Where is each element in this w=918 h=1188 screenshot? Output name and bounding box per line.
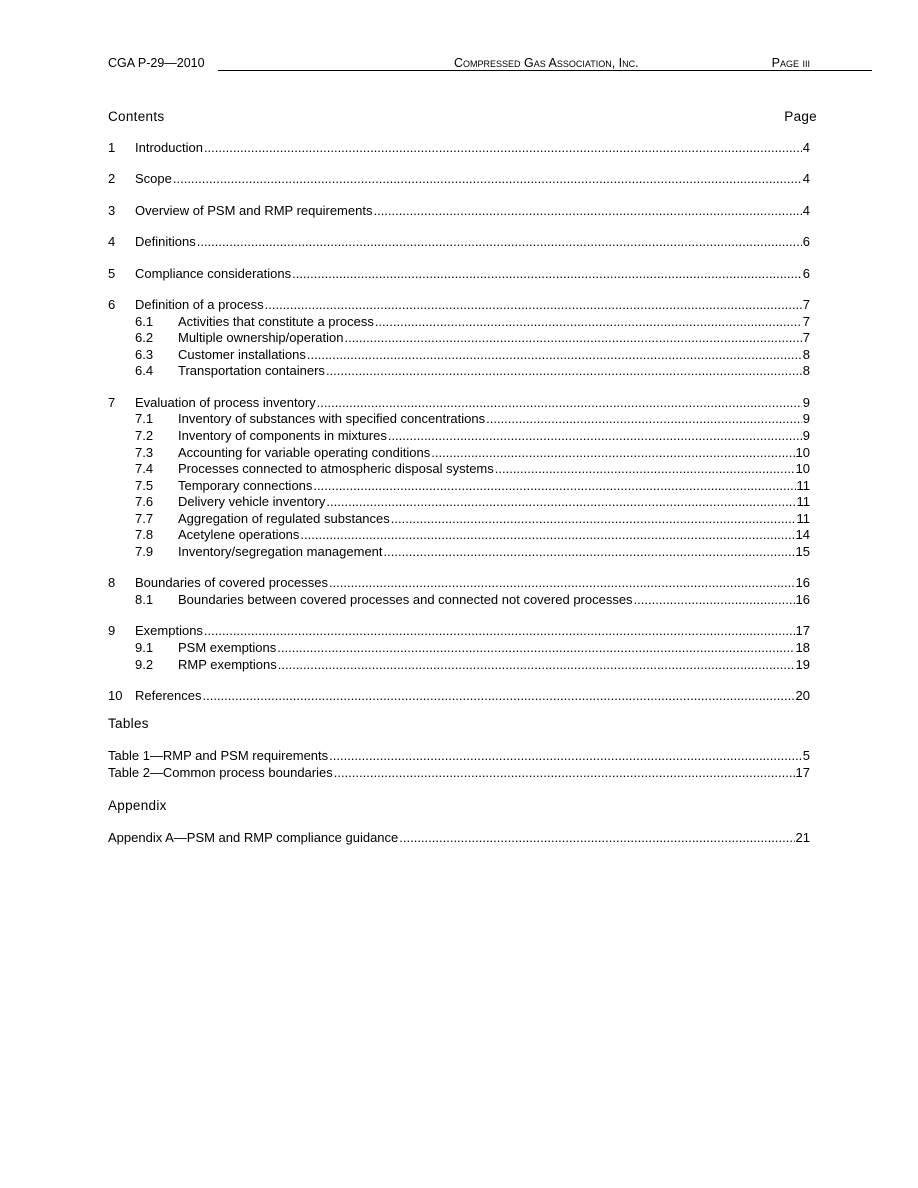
entry-title: Inventory of substances with specified concentrations	[178, 411, 486, 427]
section-spacer	[108, 380, 810, 395]
entry-title: Appendix A—PSM and RMP compliance guidance	[108, 830, 399, 845]
page-number: Page iii	[771, 56, 810, 70]
toc-subsection-entry[interactable]	[108, 640, 810, 657]
section-spacer	[108, 609, 810, 624]
entry-page: 9	[802, 427, 810, 443]
dot-leader	[326, 363, 802, 380]
entry-page: 7	[802, 296, 810, 312]
dot-leader	[292, 266, 802, 283]
toc-subsection-entry[interactable]	[108, 428, 810, 445]
entry-number: 1	[108, 140, 116, 155]
table-of-contents	[108, 140, 810, 705]
appendix-heading: Appendix	[108, 798, 167, 813]
entry-title: Compliance considerations	[135, 265, 292, 281]
section-spacer	[108, 282, 810, 297]
entry-page: 7	[802, 330, 810, 346]
entry-number: 6.4	[135, 363, 154, 379]
entry-title: Inventory of components in mixtures	[178, 427, 387, 443]
entry-number: 7.7	[135, 510, 154, 526]
entry-title: Customer installations	[178, 346, 306, 362]
dot-leader	[329, 748, 802, 765]
entry-title: Evaluation of process inventory	[135, 394, 316, 410]
section-spacer	[108, 673, 810, 688]
entry-number: 7.9	[135, 544, 154, 560]
dot-leader	[313, 478, 795, 495]
dot-leader	[634, 592, 795, 609]
toc-section-entry[interactable]	[108, 297, 810, 314]
header-rule	[218, 70, 454, 71]
publisher-name: Compressed Gas Association, Inc.	[454, 56, 639, 70]
entry-page: 4	[802, 202, 810, 218]
dot-leader	[307, 347, 802, 364]
dot-leader	[375, 314, 802, 331]
entry-number: 8.1	[135, 592, 154, 608]
entry-number: 7.6	[135, 494, 154, 510]
entry-title: Activities that constitute a process	[178, 313, 374, 329]
dot-leader	[486, 411, 802, 428]
entry-title: Scope	[135, 171, 172, 187]
document-id: CGA P-29—2010	[108, 56, 205, 70]
entry-number: 2	[108, 171, 116, 187]
entry-page: 18	[795, 640, 810, 656]
toc-section-entry[interactable]	[108, 234, 810, 251]
toc-subsection-entry[interactable]	[108, 363, 810, 380]
dot-leader	[197, 234, 802, 251]
entry-title: Temporary connections	[178, 477, 313, 493]
list-of-appendices	[108, 830, 810, 847]
entry-page: 16	[795, 592, 810, 608]
dot-leader	[202, 688, 794, 705]
toc-subsection-entry[interactable]	[108, 544, 810, 561]
entry-page: 9	[802, 394, 810, 410]
dot-leader	[204, 623, 795, 640]
entry-number: 4	[108, 234, 116, 250]
header-rule	[454, 70, 680, 71]
dot-leader	[265, 297, 802, 314]
entry-title: Accounting for variable operating conditions	[178, 444, 431, 460]
entry-page: 10	[795, 444, 810, 460]
section-spacer	[108, 219, 810, 234]
entry-title: Definitions	[135, 234, 196, 250]
dot-leader	[300, 527, 794, 544]
toc-subsection-entry[interactable]	[108, 461, 810, 478]
list-of-tables	[108, 748, 810, 781]
toc-subsection-entry[interactable]	[108, 314, 810, 331]
dot-leader	[344, 330, 801, 347]
entry-number: 3	[108, 202, 116, 218]
entry-title: Acetylene operations	[178, 527, 300, 543]
entry-page: 6	[802, 265, 810, 281]
entry-title: Table 2—Common process boundaries	[108, 764, 333, 780]
toc-subsection-entry[interactable]	[108, 494, 810, 511]
entry-title: Multiple ownership/operation	[178, 330, 344, 346]
toc-subsection-entry[interactable]	[108, 592, 810, 609]
entry-number: 10	[108, 688, 123, 704]
entry-page: 14	[795, 527, 810, 543]
entry-page: 20	[795, 688, 810, 704]
page-header	[108, 56, 810, 74]
entry-title: Overview of PSM and RMP requirements	[135, 202, 373, 218]
dot-leader	[399, 830, 794, 847]
section-spacer	[108, 251, 810, 266]
entry-page: 11	[796, 494, 810, 510]
entry-page: 17	[795, 623, 810, 639]
entry-title: Inventory/segregation management	[178, 544, 383, 560]
entry-number: 5	[108, 265, 116, 281]
toc-section-entry[interactable]	[108, 171, 810, 188]
toc-section-entry[interactable]	[108, 266, 810, 283]
entry-page: 8	[802, 363, 810, 379]
dot-leader	[317, 395, 802, 412]
entry-page: 5	[802, 748, 810, 763]
dot-leader	[204, 140, 802, 157]
entry-page: 6	[802, 234, 810, 250]
entry-title: References	[135, 688, 202, 704]
entry-page: 11	[796, 510, 810, 526]
entry-page: 9	[802, 411, 810, 427]
entry-page: 21	[795, 830, 810, 845]
entry-number: 9.2	[135, 656, 154, 672]
entry-page: 4	[802, 140, 810, 155]
entry-number: 7.5	[135, 477, 154, 493]
entry-title: Boundaries between covered processes and connected not covered processes	[178, 592, 633, 608]
entry-page: 19	[795, 656, 810, 672]
entry-number: 6.3	[135, 346, 154, 362]
contents-heading: Contents	[108, 109, 165, 124]
table-entry[interactable]	[108, 765, 810, 782]
dot-leader	[334, 765, 795, 782]
dot-leader	[431, 445, 794, 462]
entry-title: Table 1—RMP and PSM requirements	[108, 748, 329, 763]
entry-number: 6	[108, 296, 116, 312]
toc-section-entry[interactable]	[108, 623, 810, 640]
entry-number: 7.3	[135, 444, 154, 460]
dot-leader	[329, 575, 795, 592]
dot-leader	[388, 428, 802, 445]
entry-title: Introduction	[135, 140, 203, 155]
entry-number: 6.1	[135, 313, 154, 329]
entry-title: RMP exemptions	[178, 656, 277, 672]
toc-subsection-entry[interactable]	[108, 347, 810, 364]
dot-leader	[384, 544, 795, 561]
dot-leader	[373, 203, 801, 220]
entry-title: Aggregation of regulated substances	[178, 510, 390, 526]
section-spacer	[108, 157, 810, 172]
dot-leader	[277, 640, 794, 657]
entry-title: PSM exemptions	[178, 640, 277, 656]
section-spacer	[108, 561, 810, 576]
entry-page: 10	[795, 461, 810, 477]
section-spacer	[108, 188, 810, 203]
toc-subsection-entry[interactable]	[108, 445, 810, 462]
entry-number: 7.4	[135, 461, 154, 477]
entry-title: Exemptions	[135, 623, 203, 639]
table-entry[interactable]	[108, 748, 810, 765]
dot-leader	[173, 171, 802, 188]
dot-leader	[495, 461, 795, 478]
toc-section-entry[interactable]	[108, 140, 810, 157]
entry-number: 7.8	[135, 527, 154, 543]
entry-page: 17	[795, 764, 810, 780]
entry-number: 7	[108, 394, 116, 410]
toc-subsection-entry[interactable]	[108, 657, 810, 674]
entry-page: 7	[802, 313, 810, 329]
entry-number: 7.2	[135, 427, 154, 443]
entry-title: Definition of a process	[135, 296, 264, 312]
dot-leader	[326, 494, 795, 511]
entry-page: 16	[795, 575, 810, 591]
entry-title: Processes connected to atmospheric disposal systems	[178, 461, 494, 477]
toc-section-entry[interactable]	[108, 203, 810, 220]
entry-page: 4	[802, 171, 810, 187]
entry-page: 8	[802, 346, 810, 362]
entry-title: Transportation containers	[178, 363, 325, 379]
entry-page: 11	[796, 477, 810, 493]
entry-number: 9.1	[135, 640, 154, 656]
tables-heading: Tables	[108, 716, 149, 731]
entry-title: Delivery vehicle inventory	[178, 494, 326, 510]
entry-number: 8	[108, 575, 116, 591]
toc-subsection-entry[interactable]	[108, 478, 810, 495]
toc-section-entry[interactable]	[108, 575, 810, 592]
entry-number: 7.1	[135, 411, 154, 427]
entry-title: Boundaries of covered processes	[135, 575, 328, 591]
entry-page: 15	[795, 544, 810, 560]
toc-subsection-entry[interactable]	[108, 527, 810, 544]
page-column-label: Page	[784, 109, 817, 124]
dot-leader	[278, 657, 795, 674]
toc-subsection-entry[interactable]	[108, 411, 810, 428]
entry-number: 9	[108, 623, 116, 639]
toc-subsection-entry[interactable]	[108, 330, 810, 347]
entry-number: 6.2	[135, 330, 154, 346]
toc-section-entry[interactable]	[108, 395, 810, 412]
dot-leader	[391, 511, 796, 528]
appendix-entry[interactable]	[108, 830, 810, 847]
toc-subsection-entry[interactable]	[108, 511, 810, 528]
header-rule	[680, 70, 872, 71]
toc-section-entry[interactable]	[108, 688, 810, 705]
